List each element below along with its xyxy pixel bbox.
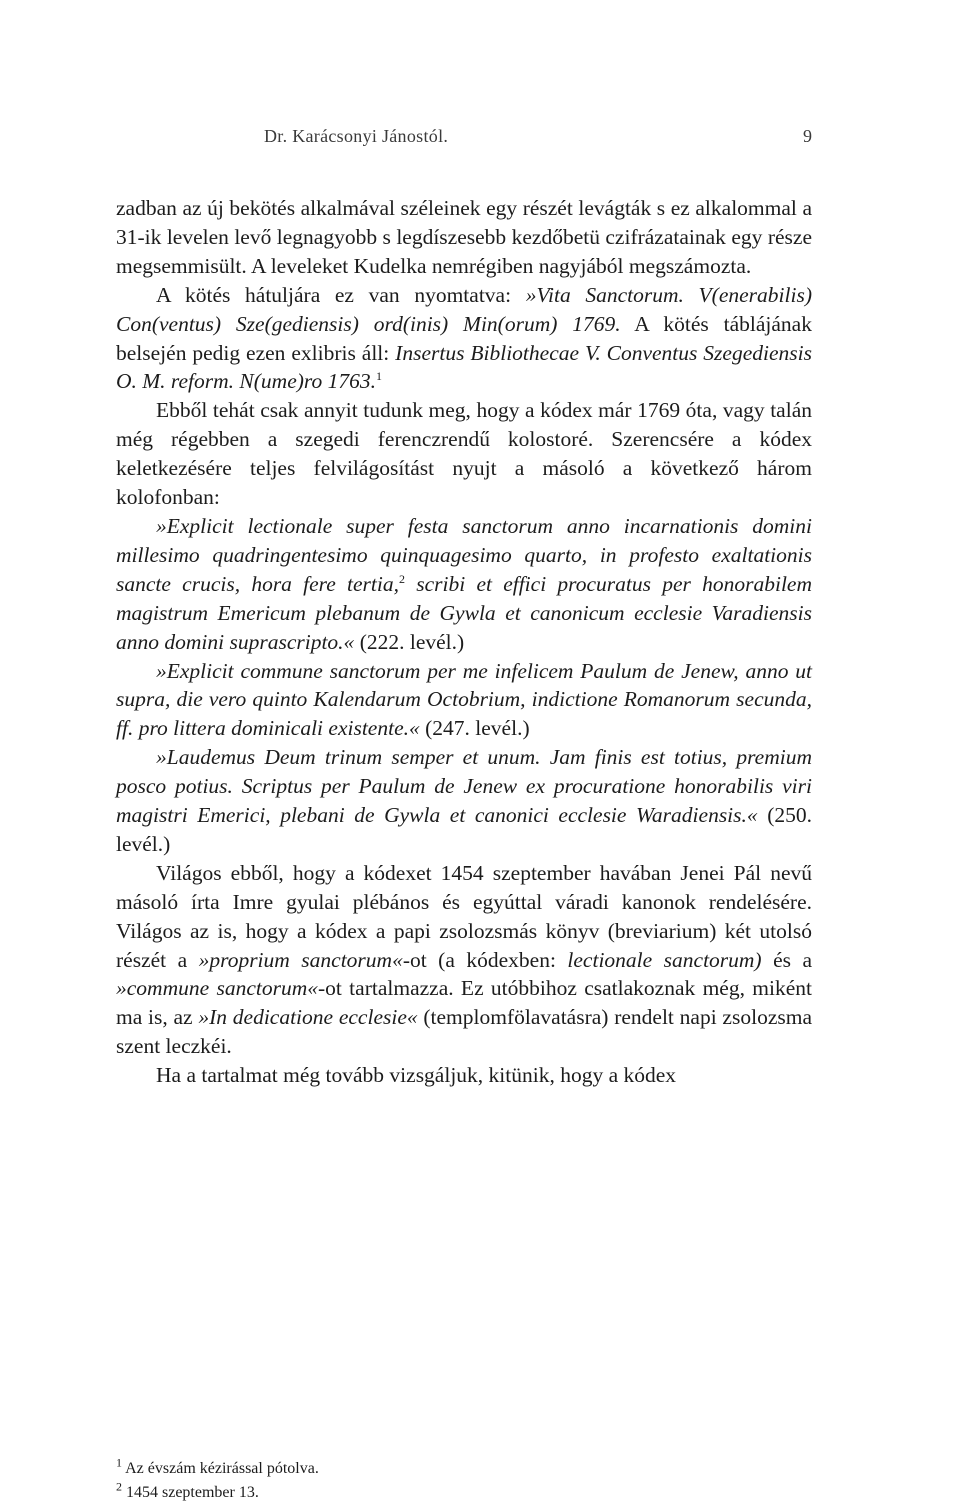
latin-quote: »commune sanctorum« [116, 976, 318, 1001]
body-text [116, 194, 812, 1090]
paragraph [116, 657, 812, 744]
latin-quote: lectionale sanctorum) [567, 947, 762, 972]
latin-quote: »In dedicatione ecclesie« [198, 1005, 418, 1030]
paragraph [116, 743, 812, 859]
text-run: A kötés táblájának belsején pedig ezen exlibris áll: [116, 311, 812, 365]
footnote-1 [116, 1457, 616, 1481]
page-number: 9 [803, 126, 812, 146]
latin-quote: Insertus Bibliothecae V. Conventus Szegediensis O. M. reform. N(ume)ro 1763. [116, 340, 812, 394]
running-head: Dr. Karácsonyi Jánostól. [264, 126, 449, 146]
footnote-reference: 1 [375, 369, 382, 384]
footnotes [116, 1457, 616, 1505]
footnote-text: 1454 szeptember 13. [126, 1484, 259, 1501]
latin-quote: »Vita Sanctorum. V(enerabilis) Con(ventus) Sze(gediensis) ord(inis) Min(orum) 1769. [116, 282, 812, 336]
text-run: -ot tartalmazza. Ez utóbbihoz csatlakoznak még, miként ma is, az [116, 976, 812, 1030]
paragraph [116, 859, 812, 1061]
text-run: Ebből tehát csak annyit tudunk meg, hogy a kódex már 1769 óta, vagy talán még régebben a szegedi ferenczrendű kolostoré. Szerencsére a kódex keletkezésére teljes felvilágosítást nyujt a másoló a következő három kolofonban: [116, 398, 812, 510]
paragraph [116, 1061, 812, 1090]
paragraph [116, 512, 812, 657]
latin-quote: scribi et effici procuratus per honorabilem magistrum Emericum plebanum de Gywla et canonicum ecclesie Varadiensis anno domini suprascripto.« [116, 571, 812, 654]
footnote-mark: 2 [116, 1479, 122, 1494]
text-run: (222. levél.) [354, 629, 465, 654]
latin-quote: »Explicit lectionale super festa sanctorum anno incarnationis domini millesimo quadringentesimo quinquagesimo quarto, in profesto exaltationis sancte crucis, hora fere tertia, [116, 513, 812, 596]
paragraph [116, 396, 812, 512]
footnote-mark: 1 [116, 1455, 122, 1470]
paragraph [116, 194, 812, 281]
latin-quote: »proprium sanctorum« [198, 947, 403, 972]
text-run: A kötés hátuljára ez van nyomtatva: [156, 282, 526, 307]
page-header [116, 126, 812, 156]
text-run: -ot (a kódexben: [402, 947, 568, 972]
text-run: Világos ebből, hogy a kódexet 1454 szeptember havában Jenei Pál nevű másoló írta Imre gyulai plébános és egyúttal váradi kanonok rendelésére. Világos az is, hogy a kódex a papi zsolozsmás könyv (breviarium) két utolsó részét a [116, 860, 812, 972]
footnote-2 [116, 1481, 616, 1505]
page [116, 126, 812, 1090]
text-run: (templomfölavatásra) rendelt napi zsolozsma szent leczkéi. [116, 1005, 812, 1059]
paragraph [116, 281, 812, 397]
text-run: (250. levél.) [116, 803, 812, 856]
latin-quote: »Explicit commune sanctorum per me infelicem Paulum de Jenew, anno ut supra, die vero quinto Kalendarum Octobrium, indictione Romanorum secunda, ff. pro littera dominicali existente.« [116, 658, 812, 741]
footnote-reference: 2 [399, 571, 405, 586]
text-run: és a [761, 947, 812, 972]
latin-quote: »Laudemus Deum trinum semper et unum. Jam finis est totius, premium posco potius. Scriptus per Paulum de Jenew ex procuratione honorabilis viri magistri Emerici, plebani de Gywla et canonici ecclesie Waradiensis.« [116, 745, 812, 828]
footnote-text: Az évszám kézirással pótolva. [125, 1460, 319, 1477]
text-run: zadban az új bekötés alkalmával széleinek egy részét levágták s ez alkalommal a 31-ik levelen levő legnagyobb s legdíszesebb kezdőbetü czifrázatainak egy része megsemmisült. A leveleket Kudelka nemrégiben nagyjából megszámozta. [116, 196, 812, 278]
text-run: Ha a tartalmat még tovább vizsgáljuk, kitünik, hogy a kódex [156, 1063, 677, 1088]
text-run: (247. levél.) [419, 716, 530, 741]
